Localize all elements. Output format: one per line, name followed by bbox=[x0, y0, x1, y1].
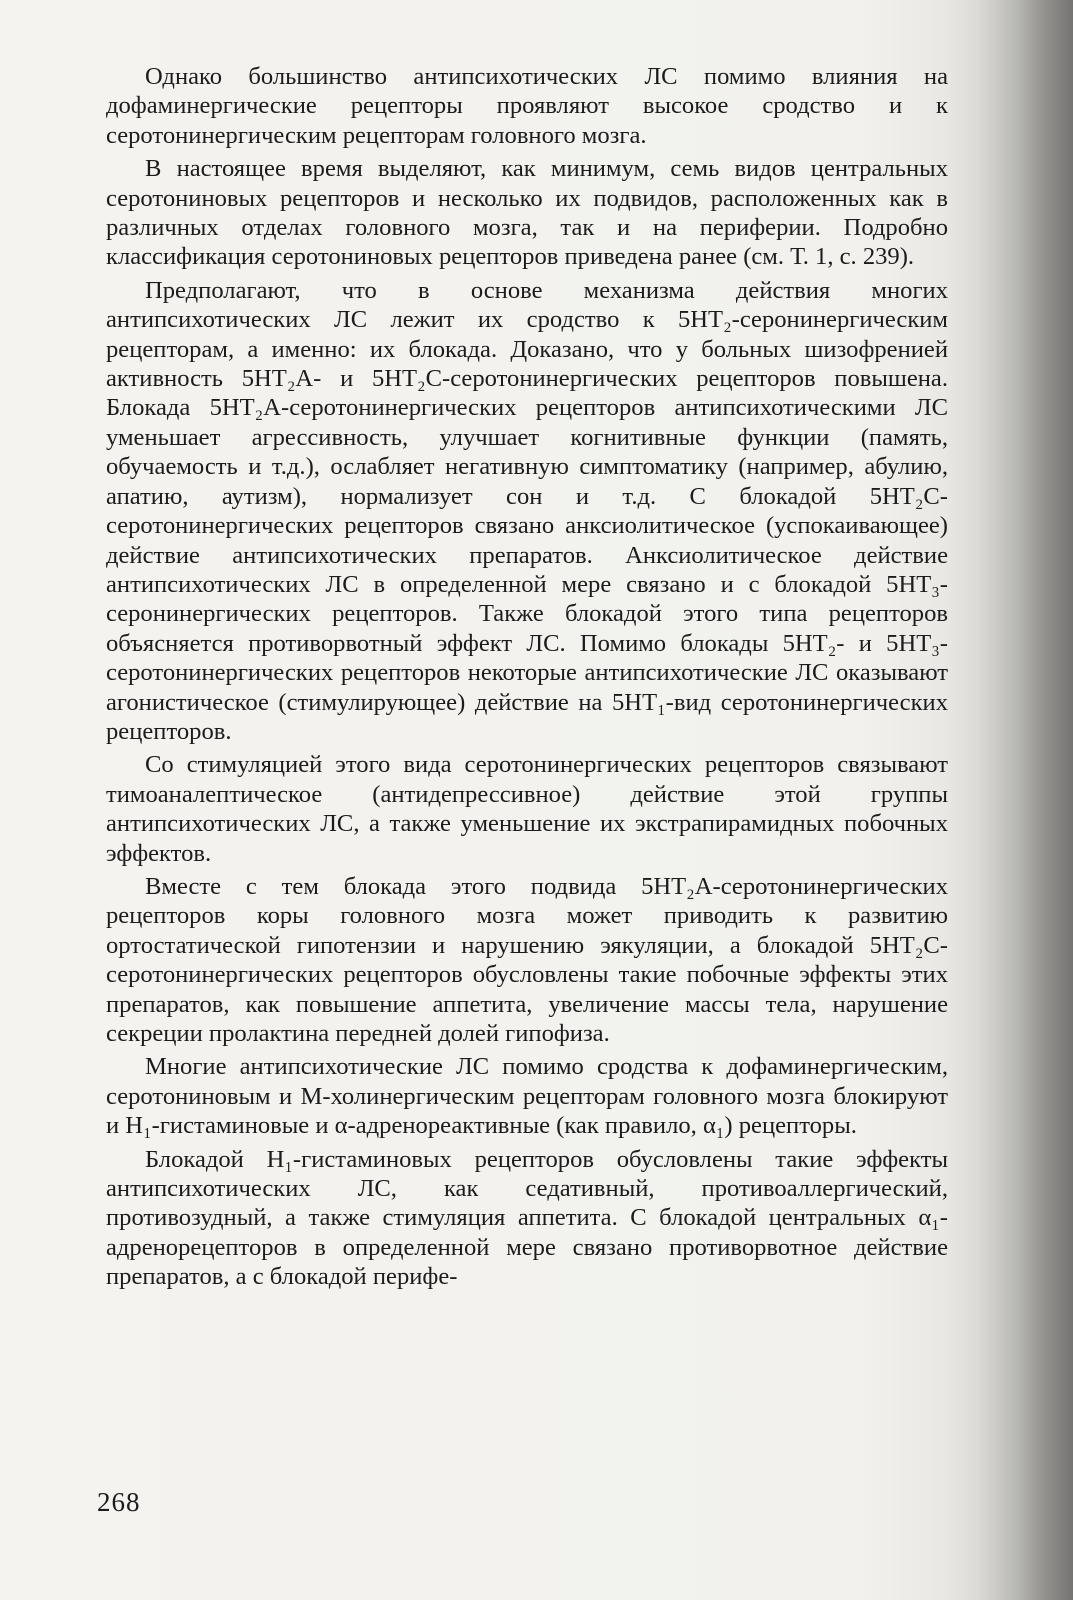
paragraph-7: Блокадой H₁-гистаминовых рецепторов обусловлены такие эффекты антипсихотических ЛС, как седативный, противоаллергический, противозудный, а также стимуляция аппетита. С блокадой центральных α₁-адренорецепторов в определенной мере связано противорвотное действие препаратов, а с блокадой перифе- bbox=[106, 1145, 948, 1291]
binding-fold-shadow bbox=[978, 0, 1073, 1600]
page-number: 268 bbox=[97, 1487, 141, 1517]
paragraph-2: В настоящее время выделяют, как минимум, семь видов центральных серотониновых рецепторов и несколько их подвидов, расположенных как в различных отделах головного мозга, так и на периферии. Подробно классификация серотониновых рецепторов приведена ранее (см. Т. 1, с. 239). bbox=[106, 155, 948, 271]
paragraph-5: Вместе с тем блокада этого подвида 5HT₂A-серотонинергических рецепторов коры головного мозга может приводить к развитию ортостатической гипотензии и нарушению эякуляции, а блокадой 5HT₂C-серотонинергических рецепторов обусловлены такие побочные эффекты этих препаратов, как повышение аппетита, увеличение массы тела, нарушение секреции пролактина передней долей гипофиза. bbox=[106, 872, 948, 1047]
paragraph-1: Однако большинство антипсихотических ЛС помимо влияния на дофаминергические рецепторы проявляют высокое сродство и к серотонинергическим рецепторам головного мозга. bbox=[106, 63, 948, 149]
body-text bbox=[106, 62, 948, 1292]
paragraph-6: Многие антипсихотические ЛС помимо сродства к дофаминергическим, серотониновым и М-холинергическим рецепторам головного мозга блокируют и H₁-гистаминовые и α-адренореактивные (как правило, α₁) рецепторы. bbox=[106, 1053, 948, 1140]
paragraph-3: Предполагают, что в основе механизма действия многих антипсихотических ЛС лежит их сродство к 5HT₂-серонинергическим рецепторам, а именно: их блокада. Доказано, что у больных шизофренией активность 5HT₂A- и 5HT₂C-серотонинергических рецепторов повышена. Блокада 5HT₂A-серотонинергических рецепторов антипсихотическими ЛС уменьшает агрессивность, улучшает когнитивные функции (память, обучаемость и т.д.), ослабляет негативную симптоматику (например, абулию, апатию, аутизм), нормализует сон и т.д. С блокадой 5HT₂C-серотонинергических рецепторов связано анксиолитическое (успокаивающее) действие антипсихотических препаратов. Анксиолитическое действие антипсихотических ЛС в определенной мере связано и с блокадой 5HT₃-серонинергических рецепторов. Также блокадой этого типа рецепторов объясняется противорвотный эффект ЛС. Помимо блокады 5HT₂- и 5HT₃-серотонинергических рецепторов некоторые антипсихотические ЛС оказывают агонистическое (стимулирующее) действие на 5HT₁-вид серотонинергических рецепторов. bbox=[106, 276, 948, 745]
paragraph-4: Со стимуляцией этого вида серотонинергических рецепторов связывают тимоаналептическое (антидепрессивное) действие этой группы антипсихотических ЛС, а также уменьшение их экстрапирамидных побочных эффектов. bbox=[106, 751, 948, 867]
